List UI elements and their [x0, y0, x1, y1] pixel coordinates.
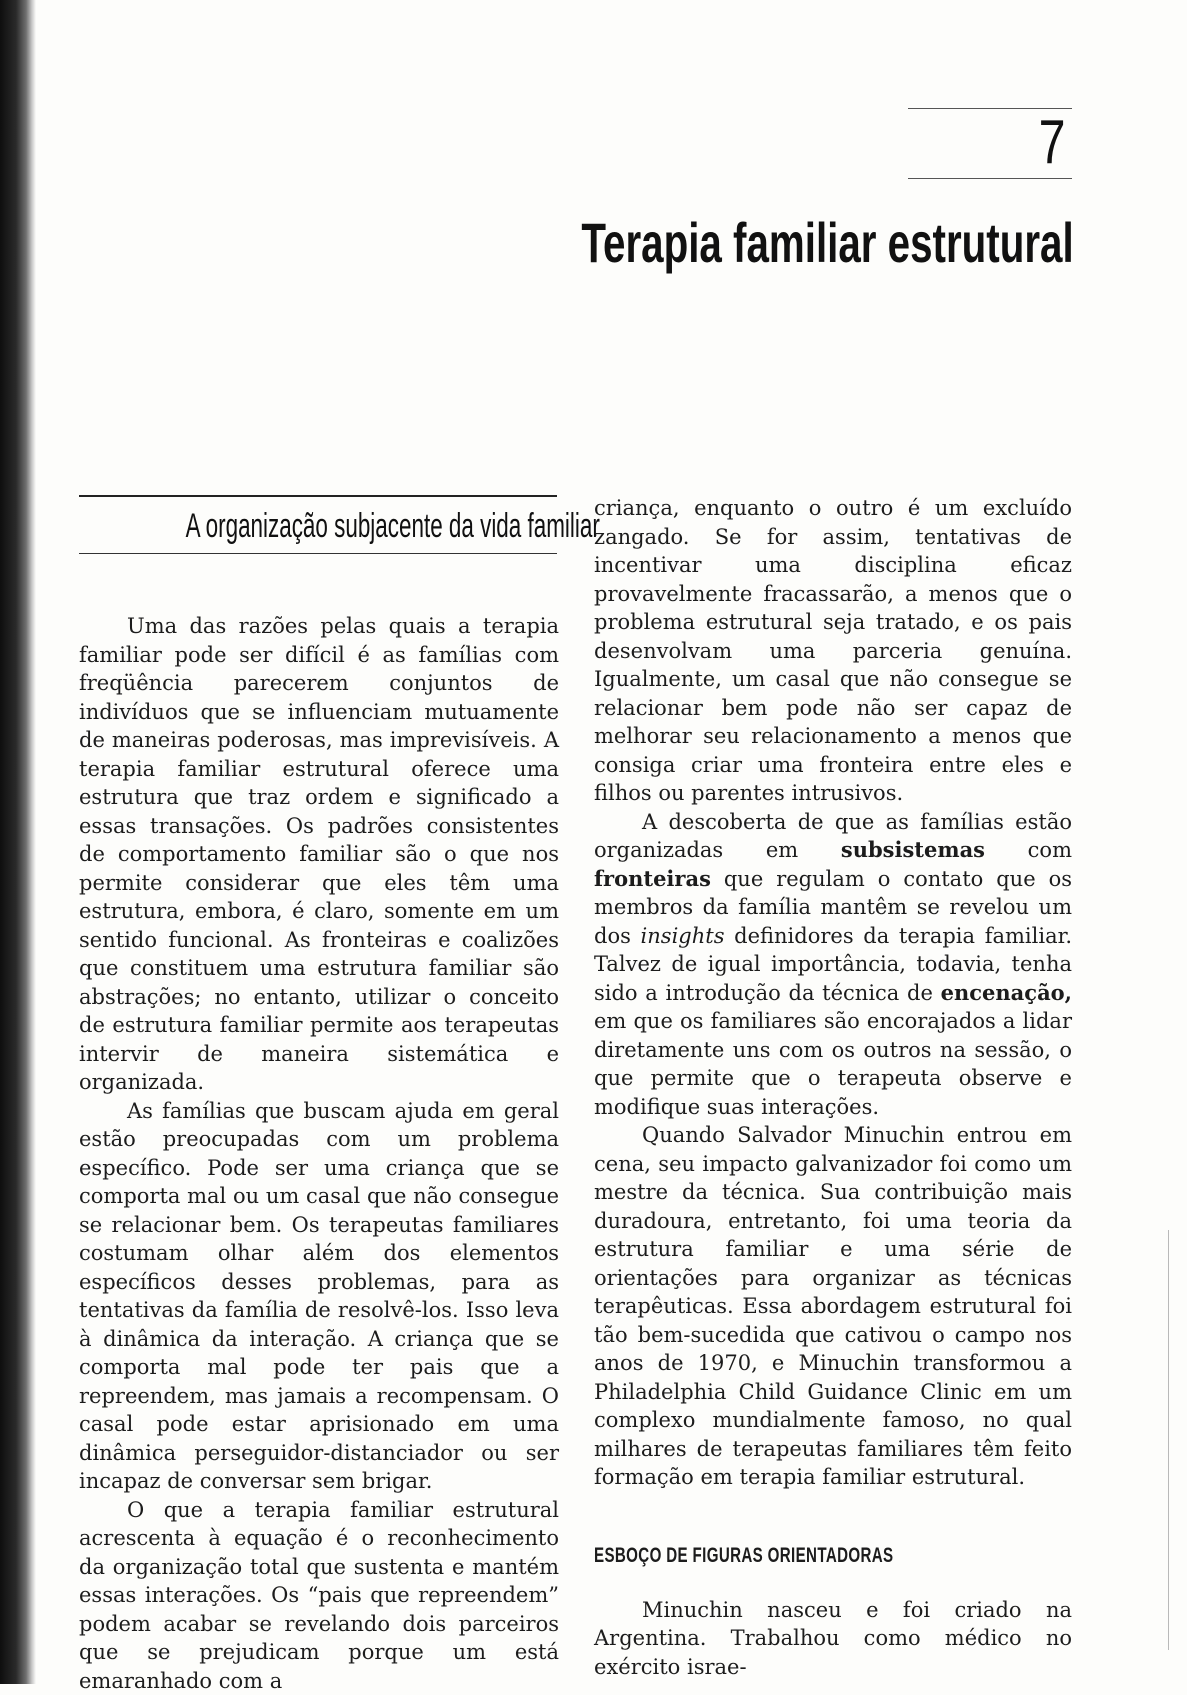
paragraph: O que a terapia familiar estrutural acrescenta à equação é o reconhecimento da organização total que sustenta e mantém essas interações. Os “pais que repreendem” podem acabar se revelando dois parceiros que se prejudicam porque um está emaranhado com a [79, 1496, 559, 1695]
scanned-page-edge [0, 0, 36, 1684]
chapter-number: 7 [1038, 108, 1065, 178]
subsection-heading [594, 1542, 1072, 1570]
paragraph: Minuchin nasceu e foi criado na Argentina. Trabalhou como médico no exército israe- [594, 1596, 1072, 1682]
text-run: A descoberta de que as famílias estão organizadas em [594, 810, 1072, 863]
text-run: que regulam o contato que os membros da família mantêm se revelou um dos [594, 867, 1072, 948]
paragraph: criança, enquanto o outro é um excluído zangado. Se for assim, tentativas de incentivar uma disciplina eficaz provavelmente fracassarão, a menos que o problema estrutural seja tratado, e os pais desenvolvam uma parceria genuína. Igualmente, um casal que não consegue se relacionar bem pode não ser capaz de melhorar seu relacionamento a menos que consiga criar uma fronteira entre eles e filhos ou parentes intrusivos. [594, 494, 1072, 808]
bold-term-encenacao: encenação, [941, 980, 1072, 1005]
section-title-text: A organização subjacente da vida familiar [186, 506, 600, 546]
text-run: em que os familiares são encorajados a lidar diretamente uns com os outros na sessão, o que permite que o terapeuta observe e modifique suas interações. [594, 1009, 1072, 1119]
text-run: com [985, 838, 1072, 862]
bold-term-fronteiras: fronteiras [594, 866, 711, 891]
section-rule-bottom [79, 553, 557, 554]
paragraph: Uma das razões pelas quais a terapia familiar pode ser difícil é as famílias com freqüência parecerem conjuntos de indivíduos que se influenciam mutuamente de maneiras poderosas, mas imprevisíveis. A terapia familiar estrutural oferece uma estrutura que traz ordem e significado a essas transações. Os padrões consistentes de comportamento familiar são o que nos permite considerar que eles têm uma estrutura, embora, é claro, somente em um sentido funcional. As fronteiras e coalizões que constituem uma estrutura familiar são abstrações; no entanto, utilizar o conceito de estrutura familiar permite aos terapeutas intervir de maneira sistemática e organizada. [79, 612, 559, 1097]
scanned-right-edge [1168, 1230, 1169, 1650]
left-column [79, 612, 559, 1695]
chapter-rule-bottom [908, 178, 1072, 179]
paragraph [594, 808, 1072, 1122]
chapter-title: Terapia familiar estrutural [582, 210, 1074, 276]
bold-term-subsistemas: subsistemas [841, 837, 985, 862]
text-run: definidores da terapia familiar. Talvez de igual importância, todavia, tenha sido a introdução da técnica de [594, 924, 1072, 1005]
paragraph: As famílias que buscam ajuda em geral estão preocupadas com um problema específico. Pode ser uma criança que se comporta mal ou um casal que não consegue se relacionar bem. Os terapeutas familiares costumam olhar além dos elementos específicos desses problemas, para as tentativas da família de resolvê-los. Isso leva à dinâmica da interação. A criança que se comporta mal pode ter pais que a repreendem, mas jamais a recompensam. O casal pode estar aprisionado em uma dinâmica perseguidor-distanciador ou ser incapaz de conversar sem brigar. [79, 1097, 559, 1496]
section-rule-top [79, 495, 557, 497]
subsection-heading-text: ESBOÇO DE FIGURAS ORIENTADORAS [594, 1542, 893, 1570]
italic-term-insights: insights [641, 924, 725, 948]
paragraph: Quando Salvador Minuchin entrou em cena, seu impacto galvanizador foi como um mestre da técnica. Sua contribuição mais duradoura, entretanto, foi uma teoria da estrutura familiar e uma série de orientações para organizar as técnicas terapêuticas. Essa abordagem estrutural foi tão bem-sucedida que cativou o campo nos anos de 1970, e Minuchin transformou a Philadelphia Child Guidance Clinic em um complexo mundialmente famoso, no qual milhares de terapeutas familiares têm feito formação em terapia familiar estrutural. [594, 1121, 1072, 1492]
right-column [594, 494, 1072, 1681]
section-title [79, 506, 557, 546]
